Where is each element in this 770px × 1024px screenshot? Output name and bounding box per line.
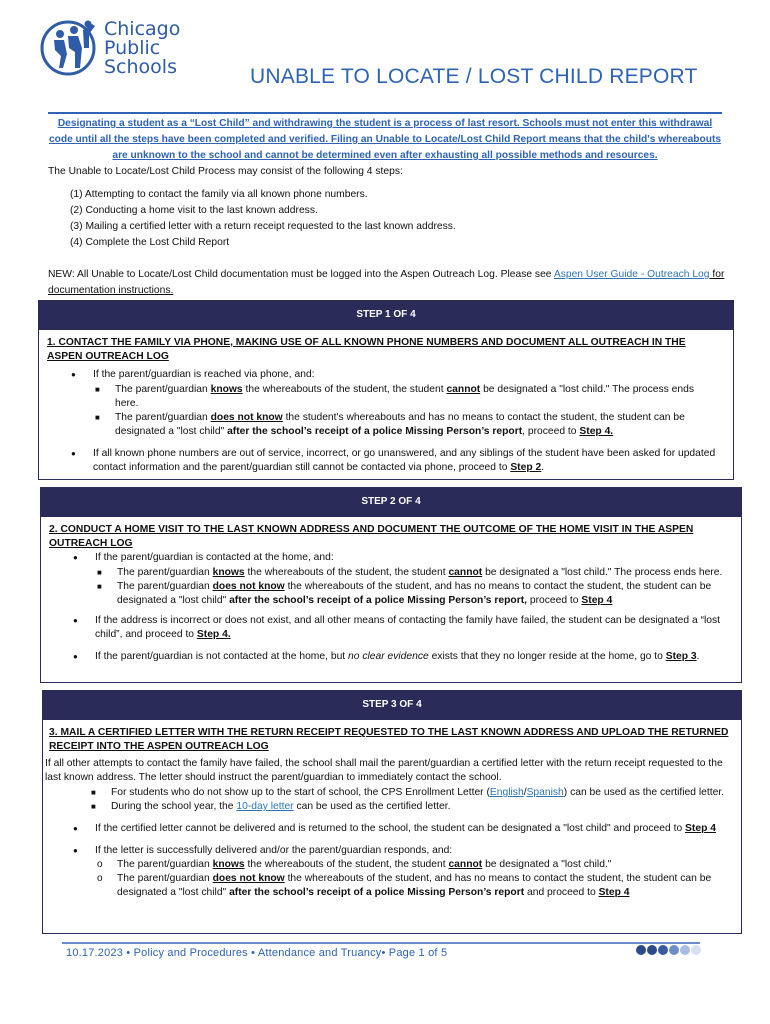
list-item: ● If the address is incorrect or does not exist, and all other means of contacting the family have failed, the student can be designated a “lost child”, and proceed to Step 4. (73, 614, 733, 642)
list-item: o The parent/guardian does not know the whereabouts of the student, and has no means to contact the student, the student can be designated a "lost child" after the school’s receipt of a police Missing Person’s report and proceed to Step 4 (95, 872, 737, 900)
process-step: (1) Attempting to contact the family via all known phone numbers. (70, 189, 368, 200)
list-item: ● If the parent/guardian is not contacted at the home, but no clear evidence exists that they no longer reside at the home, go to Step 3. (73, 650, 733, 664)
step2-banner: STEP 2 OF 4 (40, 487, 742, 517)
process-steps-list (70, 187, 710, 251)
list-item: ● If all known phone numbers are out of service, incorrect, or go unanswered, and any siblings of the student have been asked for updated contact information and the parent/guardian still cannot be contacted via phone, proceed to Step 2. (71, 447, 719, 475)
list-item: o The parent/guardian knows the whereabouts of the student, the student cannot be designated a "lost child." (95, 858, 737, 872)
new-note: NEW: All Unable to Locate/Lost Child documentation must be logged into the Aspen Outreach Log. Please see Aspen User Guide - Outreach Log for documentation instructions. (48, 269, 725, 296)
list-item: ● If the parent/guardian is reached via phone, and: ■ The parent/guardian knows the whereabouts of the student, the student cannot be designated a "lost child." The process ends here. ■ The parent/guardian does not know the student's whereabouts and has no means to contact the student, the student can be designated a "lost child" after the school’s receipt of a police Missing Person’s report, proceed to Step 4. (71, 368, 719, 439)
step1-heading: 1. CONTACT THE FAMILY VIA PHONE, MAKING USE OF ALL KNOWN PHONE NUMBERS AND DOCUMENT ALL OUTREACH IN THE ASPEN OUTREACH LOG (47, 337, 686, 362)
footer-dot (680, 945, 690, 955)
page-footer: 10.17.2023 • Policy and Procedures • Attendance and Truancy• Page 1 of 5 (66, 947, 448, 959)
list-item: ● If the certified letter cannot be delivered and is returned to the school, the student can be designated a "lost child" and proceed to Step 4 (73, 822, 737, 836)
process-step: (4) Complete the Lost Child Report (70, 237, 230, 248)
footer-dot (636, 945, 646, 955)
aspen-user-guide-link[interactable]: Aspen User Guide - Outreach Log (553, 269, 710, 280)
list-item: ● If the letter is successfully delivered and/or the parent/guardian responds, and: o The parent/guardian knows the whereabouts of the student, the student cannot be designated a "lost child." o The parent/guardian does not know the whereabouts of the student, and has no means to contact the student, the student can be designated a "lost child" after the school’s receipt of a police Missing Person’s report and proceed to Step 4 (73, 844, 737, 900)
list-item: ■ The parent/guardian knows the whereabouts of the student, the student cannot be designated a "lost child." The process ends here. (93, 383, 719, 411)
step2-heading: 2. CONDUCT A HOME VISIT TO THE LAST KNOWN ADDRESS AND DOCUMENT THE OUTCOME OF THE HOME VISIT IN THE ASPEN OUTREACH LOG (49, 524, 694, 549)
footer-dots-decoration (636, 945, 701, 955)
footer-divider (62, 942, 700, 944)
ten-day-letter-link[interactable]: 10-day letter (236, 801, 294, 812)
process-step: (3) Mailing a certified letter with a return receipt requested to the last known address. (70, 221, 456, 232)
cps-logo (38, 10, 198, 84)
logo-text: Chicago Public Schools (104, 18, 181, 78)
step3-paragraph: If all other attempts to contact the family have failed, the school shall mail the parent/guardian a certified letter with the return receipt requested to the last known address. The letter should instruct the parent/guardian to immediately contact the school. (45, 758, 723, 783)
step3-section (42, 720, 742, 934)
title-divider (48, 112, 722, 114)
spanish-letter-link[interactable]: Spanish (526, 787, 564, 798)
process-intro: The Unable to Locate/Lost Child Process may consist of the following 4 steps: (48, 166, 403, 177)
footer-dot (691, 945, 701, 955)
english-letter-link[interactable]: English (489, 787, 524, 798)
step3-banner: STEP 3 OF 4 (42, 690, 742, 720)
list-item: ■ The parent/guardian knows the whereabouts of the student, the student cannot be designated a "lost child." The process ends here. (95, 566, 733, 580)
list-item: ● If the parent/guardian is contacted at the home, and: ■ The parent/guardian knows the whereabouts of the student, the student cannot be designated a "lost child." The process ends here. ■ The parent/guardian does not know the whereabouts of the student, and has no means to contact the student, the student can be designated a "lost child" after the school’s receipt of a police Missing Person’s report, proceed to Step 4 (73, 551, 733, 608)
step3-heading: 3. MAIL A CERTIFIED LETTER WITH THE RETURN RECEIPT REQUESTED TO THE LAST KNOWN ADDRESS AND UPLOAD THE RETURNED RECEIPT INTO THE ASPEN OUTREACH LOG (49, 727, 729, 752)
page-title: UNABLE TO LOCATE / LOST CHILD REPORT (250, 65, 698, 88)
footer-dot (658, 945, 668, 955)
process-step: (2) Conducting a home visit to the last known address. (70, 205, 318, 216)
step1-banner: STEP 1 OF 4 (38, 300, 734, 330)
intro-paragraph: Designating a student as a “Lost Child” and withdrawing the student is a process of last resort. Schools must not enter this withdrawal code until all the steps have been completed and verified. Filing an Unable to Locate/Lost Child Report means that the child's whereabouts are unknown to the school and cannot be determined even after exhausting all possible methods and resources. (48, 118, 722, 161)
step1-section (38, 330, 734, 480)
footer-dot (647, 945, 657, 955)
cps-logo-emblem-icon (38, 10, 108, 82)
step2-section (40, 517, 742, 683)
list-item: ■ The parent/guardian does not know the whereabouts of the student, and has no means to contact the student, the student can be designated a "lost child" after the school’s receipt of a police Missing Person’s report, proceed to Step 4 (95, 580, 733, 608)
footer-dot (669, 945, 679, 955)
list-item: ■ During the school year, the 10-day letter can be used as the certified letter. (89, 800, 737, 814)
list-item: ■ For students who do not show up to the start of school, the CPS Enrollment Letter (English/Spanish) can be used as the certified letter. (89, 786, 737, 800)
list-item: ■ The parent/guardian does not know the student's whereabouts and has no means to contact the student, the student can be designated a "lost child" after the school’s receipt of a police Missing Person’s report, proceed to Step 4. (93, 411, 719, 439)
